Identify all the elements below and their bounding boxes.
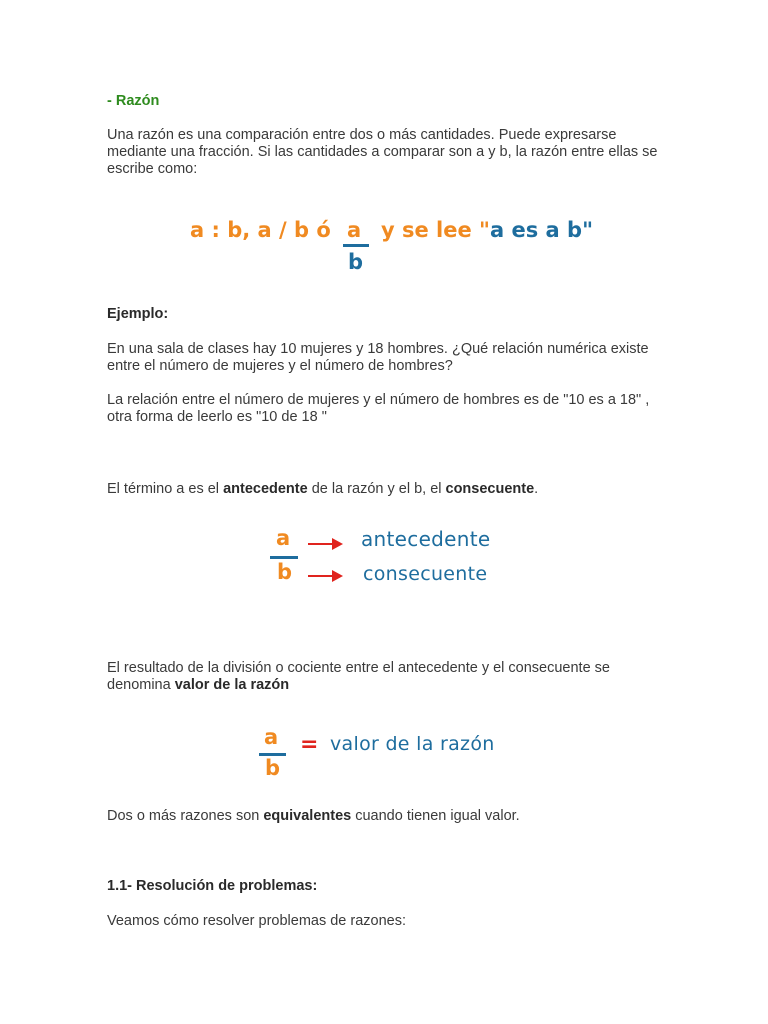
terms-middle: de la razón y el b, el	[307, 481, 446, 497]
formula1-reading-phrase: a es a	[490, 218, 560, 242]
terms-prefix: El término a es el	[107, 481, 224, 497]
formula2-denominator: b	[277, 560, 293, 584]
example-question: En una sala de clases hay 10 mujeres y 18 hombres. ¿Qué relación numérica existe entre el número de mujeres y el número de hombres?	[107, 341, 649, 374]
division-text: El resultado de la división o cociente entre el antecedente y el consecuente se denomina	[107, 660, 610, 693]
formula3-label: valor de la razón	[330, 733, 495, 755]
formula2-numerator: a	[276, 526, 291, 550]
example-heading: Ejemplo:	[107, 306, 169, 322]
equivalent-bold: equivalentes	[263, 808, 352, 824]
formula2-label-antecedente: antecedente	[361, 527, 491, 551]
formula1-fraction-bar	[343, 244, 369, 247]
section-title: - Razón	[107, 93, 160, 109]
equivalent-paragraph	[107, 808, 667, 825]
terms-paragraph	[107, 481, 667, 498]
term-consecuente: consecuente	[445, 481, 535, 497]
formula3-denominator: b	[265, 756, 281, 780]
formula1-denominator: b	[348, 250, 364, 274]
example-answer: La relación entre el número de mujeres y el número de hombres es de "10 es a 18" , otra forma de leerlo es "10 de 18 "	[107, 392, 650, 425]
arrow-right-icon	[308, 575, 334, 577]
formula1-reading	[381, 218, 593, 242]
subsection-title: 1.1- Resolución de problemas:	[107, 878, 318, 894]
term-antecedente: antecedente	[223, 481, 308, 497]
arrow-right-icon	[308, 543, 334, 545]
equals-sign: =	[300, 732, 319, 757]
formula2-label-consecuente: consecuente	[363, 563, 488, 585]
division-paragraph	[107, 660, 667, 694]
formula3-numerator: a	[264, 725, 279, 749]
terms-suffix: .	[534, 481, 539, 497]
division-bold: valor de la razón	[174, 677, 290, 693]
formula2-fraction-bar	[270, 556, 298, 559]
closing-paragraph: Veamos cómo resolver problemas de razones:	[107, 913, 407, 929]
formula1-left: a : b, a / b ó	[190, 218, 331, 242]
formula1-reading-b: b"	[567, 218, 594, 242]
equivalent-prefix: Dos o más razones son	[107, 808, 264, 824]
intro-paragraph: Una razón es una comparación entre dos o más cantidades. Puede expresarse mediante una fracción. Si las cantidades a comparar son a y b, la razón entre ellas se escribe como:	[107, 127, 658, 177]
equivalent-suffix: cuando tienen igual valor.	[351, 808, 520, 824]
formula1-numerator: a	[347, 218, 362, 242]
formula1-reading-prefix: y se lee "	[381, 218, 490, 242]
